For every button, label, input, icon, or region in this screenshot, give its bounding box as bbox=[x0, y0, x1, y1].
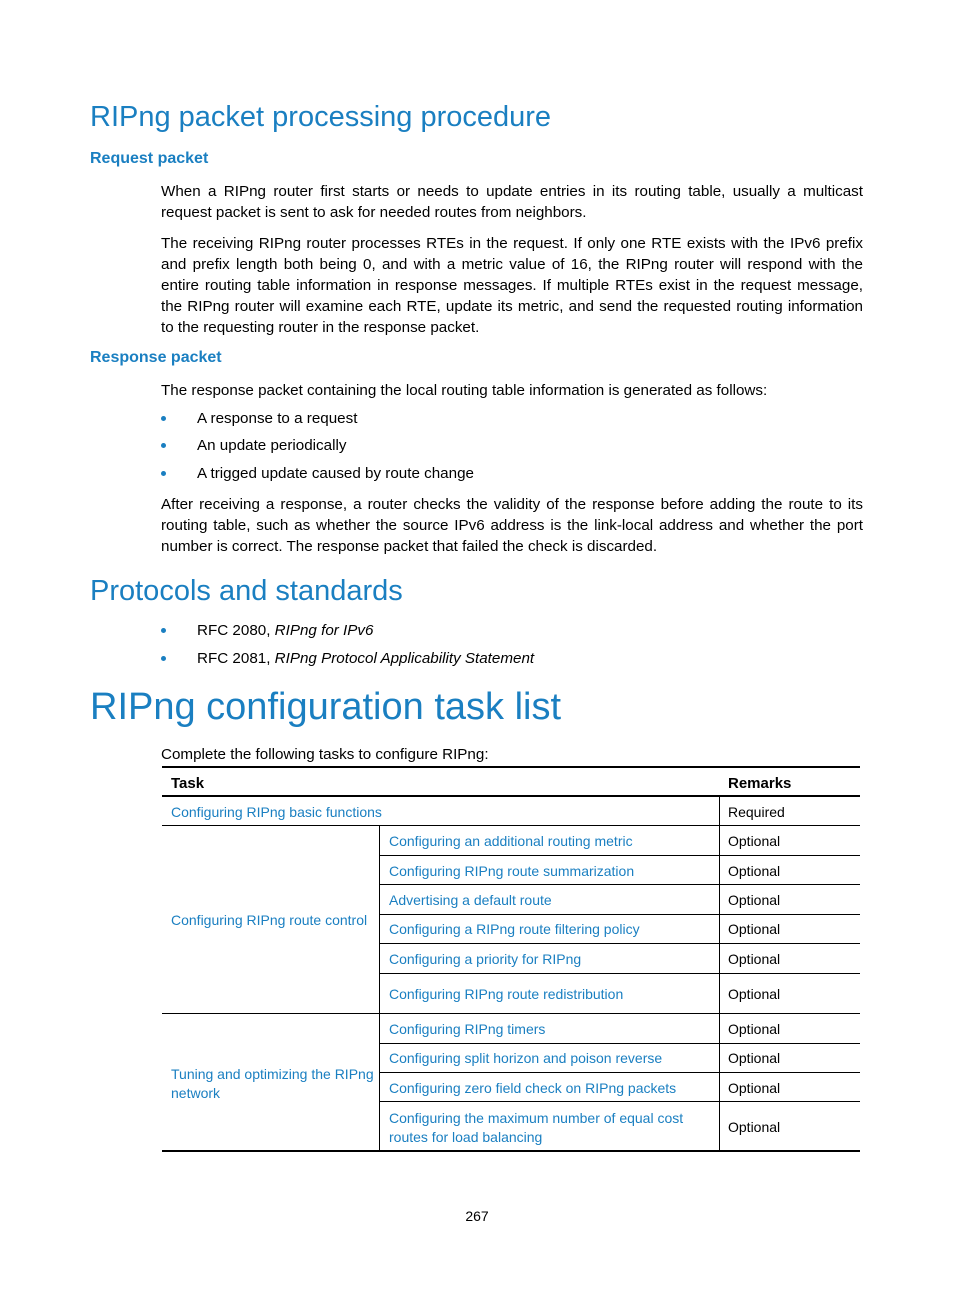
list-item-text: A response to a request bbox=[197, 410, 358, 427]
remark-optional: Optional bbox=[728, 1119, 781, 1135]
link-priority[interactable]: Configuring a priority for RIPng bbox=[389, 951, 582, 967]
bullet-icon bbox=[161, 656, 166, 661]
link-split-horizon[interactable]: Configuring split horizon and poison reverse bbox=[389, 1050, 663, 1066]
link-route-filtering-policy[interactable]: Configuring a RIPng route filtering policy bbox=[389, 921, 640, 937]
rfc-title: RIPng Protocol Applicability Statement bbox=[274, 650, 535, 667]
remark-optional: Optional bbox=[728, 1021, 781, 1037]
link-basic-functions[interactable]: Configuring RIPng basic functions bbox=[171, 804, 382, 820]
remark-required: Required bbox=[728, 804, 785, 820]
header-task: Task bbox=[171, 775, 205, 792]
bullet-icon bbox=[161, 443, 166, 448]
rfc-title: RIPng for IPv6 bbox=[274, 622, 374, 639]
link-route-control[interactable]: Configuring RIPng route control bbox=[171, 912, 368, 928]
remark-optional: Optional bbox=[728, 986, 781, 1002]
section-heading-tasklist: RIPng configuration task list bbox=[90, 686, 562, 728]
section-heading-processing: RIPng packet processing procedure bbox=[90, 101, 552, 133]
link-route-redistribution[interactable]: Configuring RIPng route redistribution bbox=[389, 986, 624, 1002]
remark-optional: Optional bbox=[728, 892, 781, 908]
response-intro: The response packet containing the local routing table information is generated as follows: bbox=[161, 382, 768, 399]
list-item-text: A trigged update caused by route change bbox=[197, 465, 474, 482]
request-paragraph-1: When a RIPng router first starts or needs to update entries in its routing table, usually a multicast request packet is sent to ask for needed routes from neighbors. bbox=[161, 183, 863, 221]
section-heading-protocols: Protocols and standards bbox=[90, 575, 403, 607]
list-item-text: An update periodically bbox=[197, 437, 347, 454]
list-item-text bbox=[197, 648, 534, 669]
remark-optional: Optional bbox=[728, 1050, 781, 1066]
subheading-request-packet: Request packet bbox=[90, 150, 209, 167]
link-max-equal-cost-routes[interactable]: Configuring the maximum number of equal cost routes for load balancing bbox=[389, 1110, 684, 1145]
response-paragraph-2: After receiving a response, a router checks the validity of the response before adding the route to its routing table, such as whether the source IPv6 address is the link-local address and whether the port number is correct. The response packet that failed the check is discarded. bbox=[161, 496, 863, 555]
rfc-number: RFC 2080, bbox=[197, 622, 275, 639]
remark-optional: Optional bbox=[728, 863, 781, 879]
bullet-icon bbox=[161, 628, 166, 633]
subheading-response-packet: Response packet bbox=[90, 349, 222, 366]
rfc-number: RFC 2081, bbox=[197, 650, 275, 667]
link-default-route[interactable]: Advertising a default route bbox=[389, 892, 552, 908]
tasklist-intro: Complete the following tasks to configure RIPng: bbox=[161, 746, 489, 763]
header-remarks: Remarks bbox=[728, 775, 792, 792]
bullet-icon bbox=[161, 416, 166, 421]
page-number: 267 bbox=[465, 1208, 489, 1224]
list-item-text bbox=[197, 620, 373, 641]
remark-optional: Optional bbox=[728, 1080, 781, 1096]
remark-optional: Optional bbox=[728, 951, 781, 967]
bullet-icon bbox=[161, 471, 166, 476]
link-tuning-optimizing[interactable]: Tuning and optimizing the RIPng network bbox=[171, 1066, 374, 1101]
remark-optional: Optional bbox=[728, 833, 781, 849]
remark-optional: Optional bbox=[728, 921, 781, 937]
request-paragraph-2: The receiving RIPng router processes RTEs in the request. If only one RTE exists with the IPv6 prefix and prefix length both being 0, and with a metric value of 16, the RIPng router will respond with the entire routing table information in response messages. If multiple RTEs exist in the request message, the RIPng router will examine each RTE, update its metric, and send the requested routing information to the requesting router in the response packet. bbox=[161, 235, 863, 336]
link-zero-field-check[interactable]: Configuring zero field check on RIPng packets bbox=[389, 1080, 677, 1096]
link-timers[interactable]: Configuring RIPng timers bbox=[389, 1021, 546, 1037]
link-route-summarization[interactable]: Configuring RIPng route summarization bbox=[389, 863, 635, 879]
link-additional-routing-metric[interactable]: Configuring an additional routing metric bbox=[389, 833, 633, 849]
